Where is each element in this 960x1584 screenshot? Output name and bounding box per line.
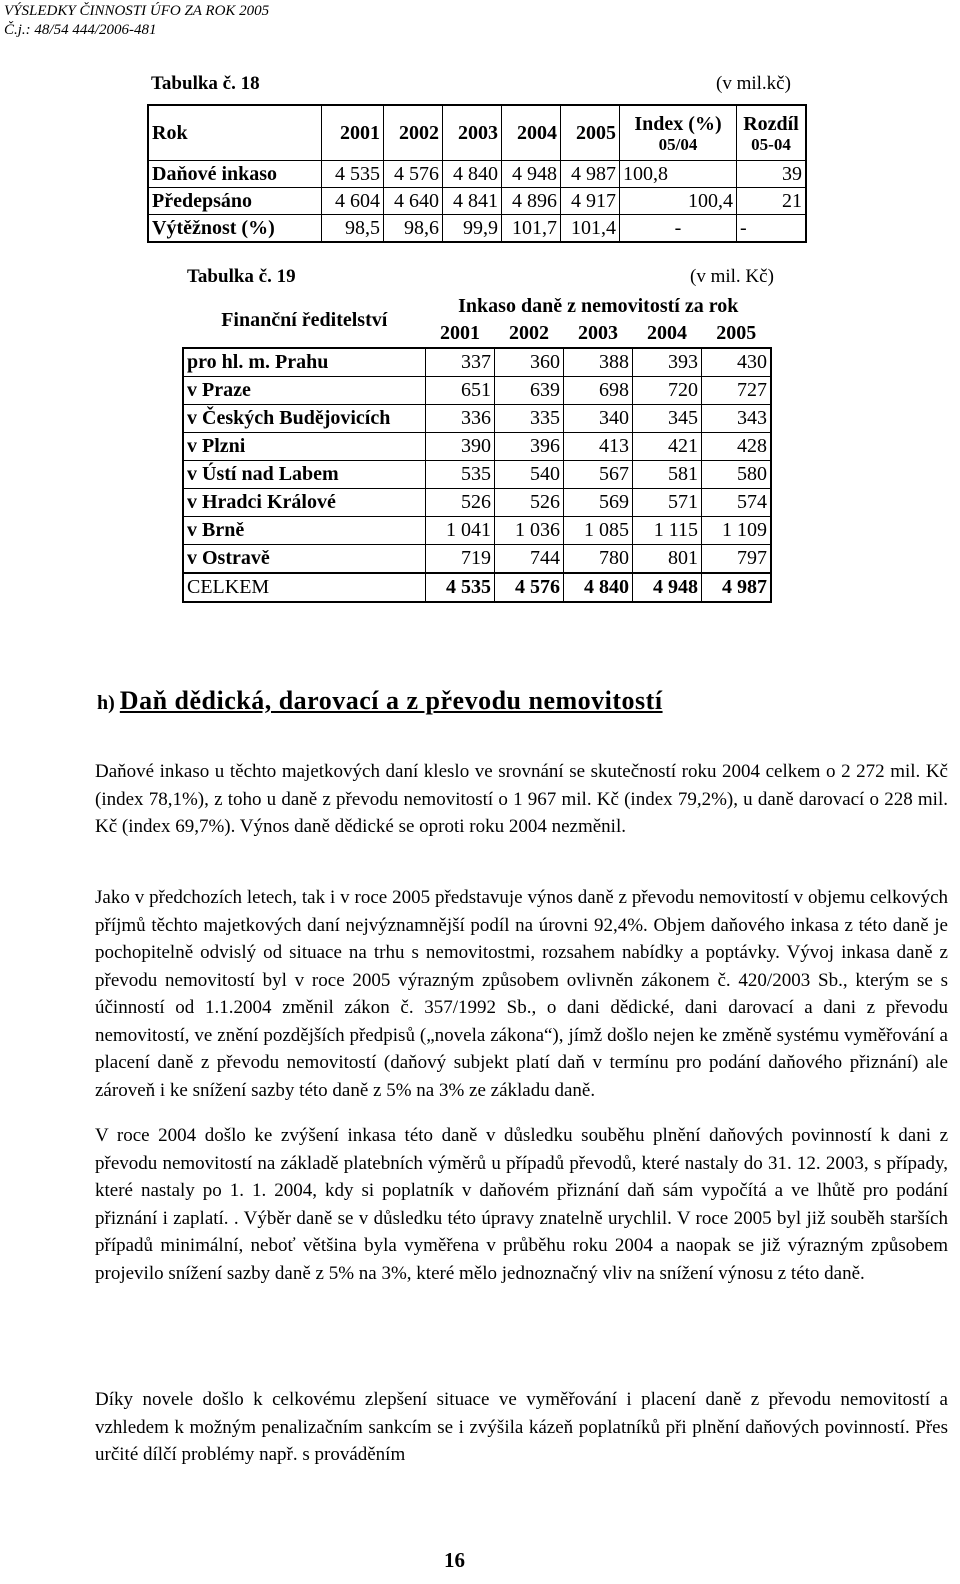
col-header-2002: 2002 <box>384 105 443 161</box>
cell-total: 4 948 <box>633 573 702 602</box>
cell: 4 987 <box>561 161 620 188</box>
row-label: Předepsáno <box>148 188 322 215</box>
table-row <box>183 461 771 489</box>
cell: 343 <box>702 405 772 433</box>
table-19 <box>182 293 772 603</box>
section-title: Daň dědická, darovací a z převodu nemovitostí <box>119 686 663 715</box>
row-label: Daňové inkaso <box>148 161 322 188</box>
page-number: 16 <box>444 1548 465 1572</box>
cell: 1 036 <box>495 517 564 545</box>
col-header-rozdil-label: Rozdíl <box>743 113 799 135</box>
cell: 336 <box>426 405 495 433</box>
row-label: v Českých Budějovicích <box>183 405 426 433</box>
col-header-financni-reditelstvi: Finanční ředitelství <box>221 308 388 331</box>
cell: 540 <box>495 461 564 489</box>
cell: 526 <box>426 489 495 517</box>
table-row <box>183 405 771 433</box>
cell-total: 4 535 <box>426 573 495 602</box>
cell-total: 4 840 <box>564 573 633 602</box>
col-header-inkaso: Inkaso daně z nemovitostí za rok <box>458 295 739 317</box>
cell: 801 <box>633 545 702 574</box>
cell: 574 <box>702 489 772 517</box>
cell: 571 <box>633 489 702 517</box>
row-label: v Ostravě <box>183 545 426 574</box>
col-header-2004: 2004 <box>502 105 561 161</box>
cell: 4 604 <box>322 188 384 215</box>
table-row <box>183 517 771 545</box>
table-header-row <box>183 293 771 320</box>
table19-caption: Tabulka č. 19 <box>187 266 296 287</box>
cell: 4 948 <box>502 161 561 188</box>
cell: 337 <box>426 348 495 377</box>
cell: 413 <box>564 433 633 461</box>
cell-index: 100,4 <box>620 188 737 215</box>
row-label: v Brně <box>183 517 426 545</box>
cell: 535 <box>426 461 495 489</box>
row-label: v Praze <box>183 377 426 405</box>
cell: 4 576 <box>384 161 443 188</box>
cell: 393 <box>633 348 702 377</box>
table19-unit: (v mil. Kč) <box>690 266 774 287</box>
cell: 101,7 <box>502 215 561 243</box>
col-header-index-label: Index (%) <box>634 113 722 135</box>
cell: 99,9 <box>443 215 502 243</box>
col-header-index <box>620 105 737 161</box>
paragraph: Díky novele došlo k celkovému zlepšení situace ve vyměřování i placení daně z převodu nemovitostí a vzhledem k možným penalizačním sankcím se i zvýšila kázeň poplatníků při plnění daňových povinností. Přes určité dílčí problémy např. s prováděním <box>95 1389 948 1465</box>
row-label-total: CELKEM <box>183 573 426 602</box>
cell: 421 <box>633 433 702 461</box>
col-header-index-sub: 05/04 <box>658 135 698 154</box>
cell: 4 917 <box>561 188 620 215</box>
table18-caption: Tabulka č. 18 <box>151 73 260 94</box>
cell: 567 <box>564 461 633 489</box>
cell: 390 <box>426 433 495 461</box>
table-header-row <box>148 105 806 161</box>
cell: 428 <box>702 433 772 461</box>
table-row <box>148 161 806 188</box>
col-header-rok: Rok <box>148 105 322 161</box>
col-header-year: 2004 <box>633 320 702 348</box>
col-header-2001: 2001 <box>322 105 384 161</box>
cell: 396 <box>495 433 564 461</box>
table-row <box>183 489 771 517</box>
cell-rozdil: 39 <box>737 161 807 188</box>
cell: 526 <box>495 489 564 517</box>
cell: 1 109 <box>702 517 772 545</box>
cell: 335 <box>495 405 564 433</box>
paragraph: Jako v předchozích letech, tak i v roce 2005 představuje výnos daně z převodu nemovitostí v objemu celkových příjmů těchto majetkových daní nejvýznamnější podíl na úrovni 92,4%. Objem daňového inkasa z této daně je pochopitelně odvislý od situace na trhu s nemovitostmi, rozsahem nabídky a poptávky. Vývoj inkasa daně z převodu nemovitostí byl v roce 2005 výrazným způsobem ovlivněn zákonem č. 420/2003 Sb., kterým se s účinností od 1.1.2004 změnil zákon č. 357/1992 Sb., o dani dědické, dani darovací a dani z převodu nemovitostí, ve znění pozdějších předpisů („novela zákona“), jímž došlo nejen ke změně systému vyměřování a placení daně z převodu nemovitostí (daňový subjekt platí daň v termínu pro podání daňového přiznání) ale zároveň i ke snížení sazby této daně z 5% na 3% ze základu daně. <box>95 887 948 1101</box>
table-18 <box>147 104 807 243</box>
cell-total: 4 576 <box>495 573 564 602</box>
cell: 4 841 <box>443 188 502 215</box>
cell: 651 <box>426 377 495 405</box>
paragraph: Daňové inkaso u těchto majetkových daní kleslo ve srovnání se skutečností roku 2004 celkem o 2 272 mil. Kč (index 78,1%), z toho u daně z převodu nemovitostí o 1 967 mil. Kč (index 79,2%), u daně darovací o 228 mil. Kč (index 69,7%). Výnos daně dědické se oproti roku 2004 nezměnil. <box>95 761 948 837</box>
col-header-rozdil-sub: 05-04 <box>751 135 791 154</box>
section-prefix: h) <box>97 692 115 714</box>
cell: 698 <box>564 377 633 405</box>
cell-index: 100,8 <box>620 161 737 188</box>
table-row <box>183 377 771 405</box>
cell: 1 085 <box>564 517 633 545</box>
cell: 101,4 <box>561 215 620 243</box>
col-header-2005: 2005 <box>561 105 620 161</box>
cell: 4 535 <box>322 161 384 188</box>
table-total-row <box>183 573 771 602</box>
cell: 4 640 <box>384 188 443 215</box>
row-label: v Ústí nad Labem <box>183 461 426 489</box>
table-row <box>183 545 771 574</box>
cell: 4 896 <box>502 188 561 215</box>
cell: 719 <box>426 545 495 574</box>
cell-total: 4 987 <box>702 573 772 602</box>
cell: 639 <box>495 377 564 405</box>
cell: 581 <box>633 461 702 489</box>
cell: 1 041 <box>426 517 495 545</box>
table18-unit: (v mil.kč) <box>716 73 791 94</box>
cell: 580 <box>702 461 772 489</box>
col-header-rozdil <box>737 105 807 161</box>
cell: 727 <box>702 377 772 405</box>
table-row <box>148 188 806 215</box>
running-header-reference: Č.j.: 48/54 444/2006-481 <box>4 22 157 38</box>
row-label: v Hradci Králové <box>183 489 426 517</box>
col-header-year: 2005 <box>702 320 772 348</box>
cell: 340 <box>564 405 633 433</box>
cell-index: - <box>620 215 737 243</box>
col-header-year: 2003 <box>564 320 633 348</box>
cell: 4 840 <box>443 161 502 188</box>
cell: 430 <box>702 348 772 377</box>
cell: 720 <box>633 377 702 405</box>
cell: 98,6 <box>384 215 443 243</box>
running-header-title: VÝSLEDKY ČINNOSTI ÚFO ZA ROK 2005 <box>4 3 270 19</box>
table-row <box>183 433 771 461</box>
cell: 797 <box>702 545 772 574</box>
cell: 1 115 <box>633 517 702 545</box>
col-header-2003: 2003 <box>443 105 502 161</box>
row-label: v Plzni <box>183 433 426 461</box>
cell: 569 <box>564 489 633 517</box>
cell: 360 <box>495 348 564 377</box>
cell: 345 <box>633 405 702 433</box>
paragraph: V roce 2004 došlo ke zvýšení inkasa této daně v důsledku souběhu plnění daňových povinností k dani z převodu nemovitostí na základě platebních výměrů u případů převodů, které nastaly do 31. 12. 2003, s případy, které nastaly po 1. 1. 2004, kdy si poplatník v daňovém přiznání daň sám vypočítá a ve lhůtě pro podání přiznání i zaplatí. . Výběr daně se v důsledku této úpravy znatelně urychlil. V roce 2005 byl již souběh starších případů minimální, neboť většina byla vyměřena v průběhu roku 2004 a naopak se již výrazným způsobem projevilo snížení sazby daně z 5% na 3%, které mělo jednoznačný vliv na snížení výnosu z této daně. <box>95 1125 948 1284</box>
row-label: Výtěžnost (%) <box>148 215 322 243</box>
table-row <box>148 215 806 243</box>
cell-rozdil: - <box>737 215 807 243</box>
table-row <box>183 348 771 377</box>
cell: 744 <box>495 545 564 574</box>
cell-rozdil: 21 <box>737 188 807 215</box>
col-header-year: 2002 <box>495 320 564 348</box>
row-label: pro hl. m. Prahu <box>183 348 426 377</box>
cell: 780 <box>564 545 633 574</box>
col-header-year: 2001 <box>426 320 495 348</box>
cell: 388 <box>564 348 633 377</box>
cell: 98,5 <box>322 215 384 243</box>
section-heading <box>97 686 663 716</box>
running-header <box>4 2 269 40</box>
